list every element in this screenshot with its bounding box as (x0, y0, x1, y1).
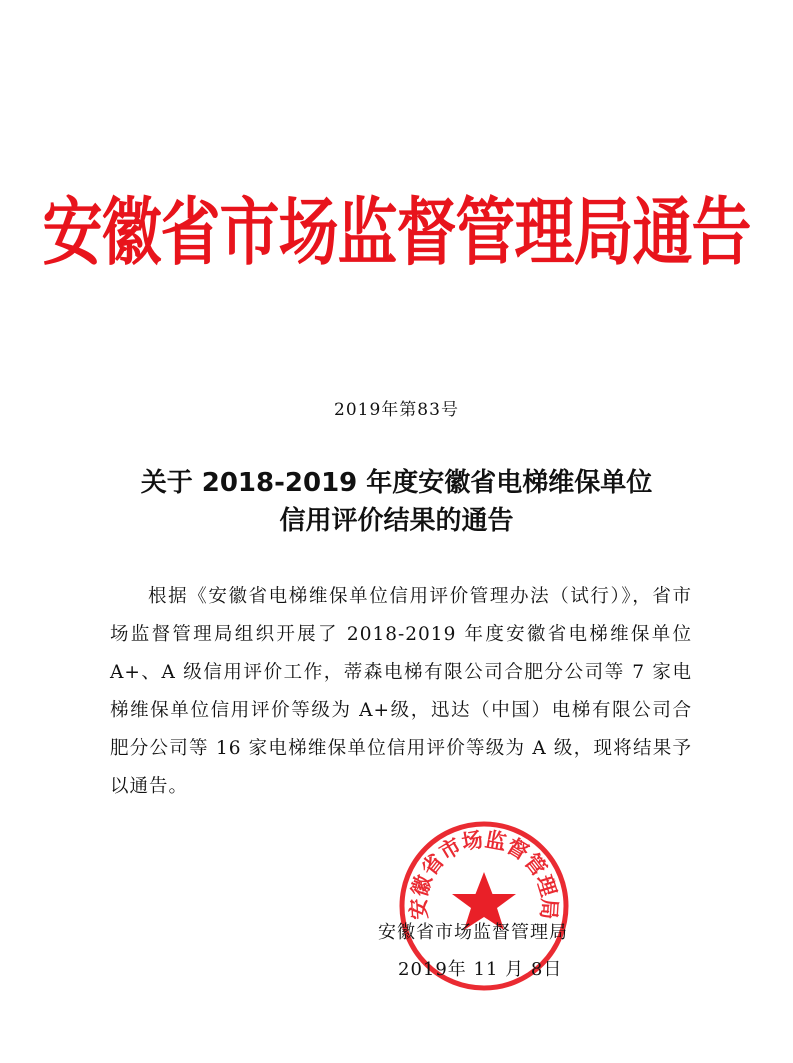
seal-text: 安徽省市场监督管理局 (406, 827, 562, 921)
masthead-title: 安徽省市场监督管理局通告 (42, 190, 751, 276)
document-number: 2019年第83号 (334, 400, 459, 420)
issuing-organization: 安徽省市场监督管理局 (378, 922, 568, 943)
notice-title-line-1: 关于 2018-2019 年度安徽省电梯维保单位 (140, 468, 653, 498)
notice-title (0, 464, 793, 540)
issue-date: 2019年 11 月 8日 (398, 959, 563, 980)
notice-body: 根据《安徽省电梯维保单位信用评价管理办法（试行）》，省市场监督管理局组织开展了 2018-2019 年度安徽省电梯维保单位 A+、A 级信用评价工作，蒂森电梯有限公司合肥分公司等 7 家电梯维保单位信用评价等级为 A+级，迅达（中国）电梯有限公司合肥分公司等 16 家电梯维保单位信用评价等级为 A 级，现将结果予以通告。 (110, 586, 692, 797)
notice-title-line-2: 信用评价结果的通告 (279, 506, 514, 536)
